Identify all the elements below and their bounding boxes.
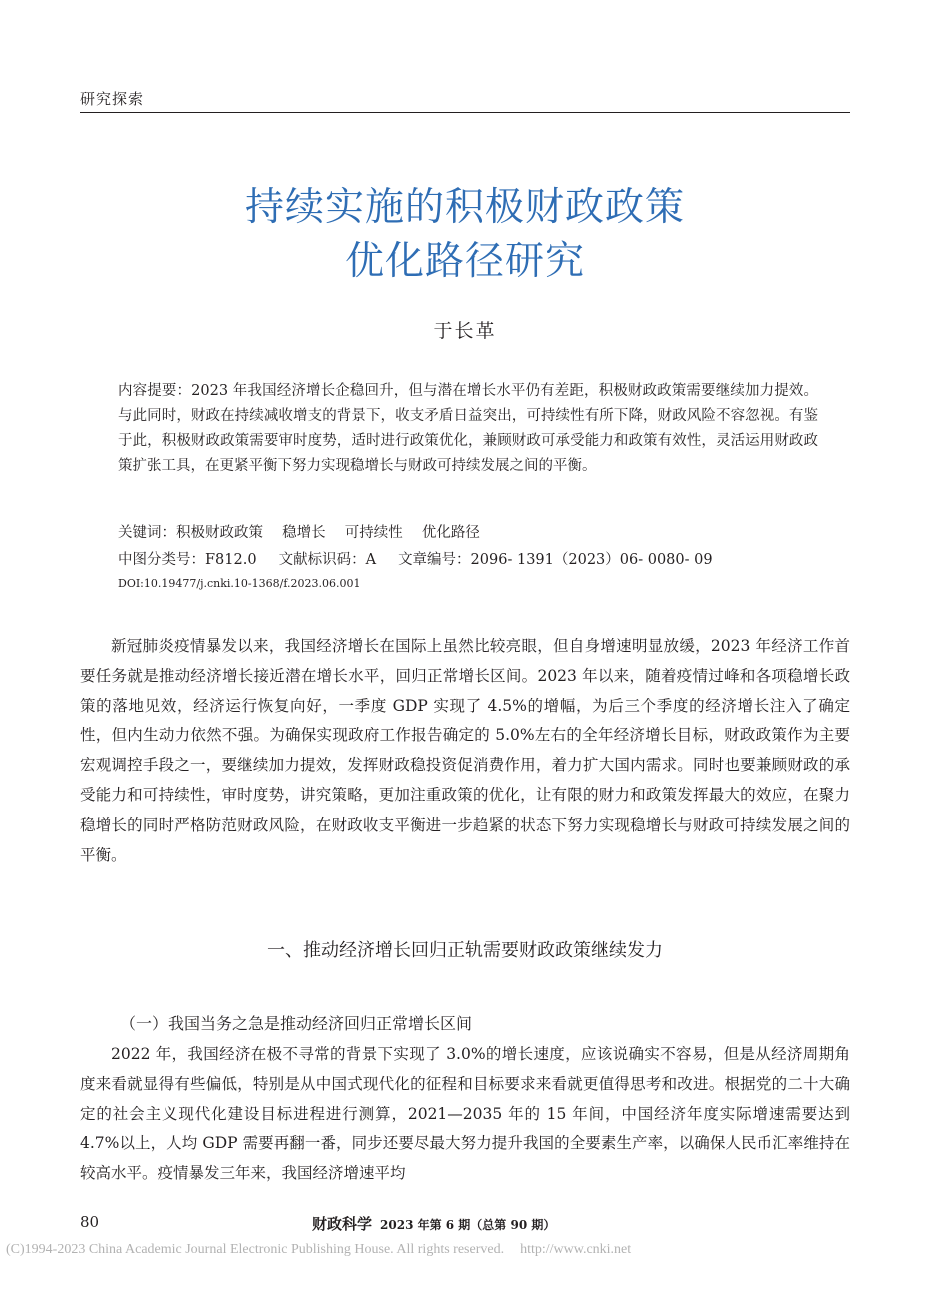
copyright-url: http://www.cnki.net (520, 1242, 632, 1257)
subsection-heading: （一）我国当务之急是推动经济回归正常增长区间 (120, 1014, 473, 1033)
document-code: 文献标识码：A (278, 552, 377, 568)
header-rule (80, 112, 850, 113)
journal-info (312, 1213, 555, 1234)
author-name: 于长革 (433, 320, 497, 342)
intro-paragraph: 新冠肺炎疫情暴发以来，我国经济增长在国际上虽然比较亮眼，但自身增速明显放缓，2023 年经济工作首要任务就是推动经济增长接近潜在增长水平，回归正常增长区间。2023 年以来，随着疫情过峰和各项稳增长政策的落地见效，经济运行恢复向好，一季度 GDP 实现了 4.5%的增幅，为后三个季度的经济增长注入了确定性，但内生动力依然不强。为确保实现政府工作报告确定的 5.0%左右的全年经济增长目标，财政政策作为主要宏观调控手段之一，要继续加力提效，发挥财政稳投资促消费作用，着力扩大国内需求。同时也要兼顾财政的承受能力和可持续性，审时度势，讲究策略，更加注重政策的优化，让有限的财力和政策发挥最大的效应，在聚力稳增长的同时严格防范财政风险，在财政收支平衡进一步趋紧的状态下努力实现稳增长与财政可持续发展之间的平衡。 (80, 637, 850, 864)
journal-issue: 2023 年第 6 期（总第 90 期） (380, 1218, 556, 1232)
section-heading: 一、推动经济增长回归正轨需要财政政策继续发力 (267, 940, 663, 961)
journal-name: 财政科学 (312, 1215, 373, 1233)
copyright-text: (C)1994-2023 China Academic Journal Electronic Publishing House. All rights reserved. (6, 1242, 505, 1257)
classification-line (118, 548, 818, 573)
copyright-watermark (6, 1242, 631, 1258)
column-label: 研究探索 (80, 90, 145, 108)
clc-number: 中图分类号：F812.0 (118, 552, 257, 568)
body-paragraph: 2022 年，我国经济在极不寻常的背景下实现了 3.0%的增长速度，应该说确实不容易，但是从经济周期角度来看就显得有些偏低，特别是从中国式现代化的征程和目标要求来看就更值得思考和改进。根据党的二十大确定的社会主义现代化建设目标进程进行测算，2021—2035 年的 15 年间，中国经济年度实际增速需要达到 4.7%以上，人均 GDP 需要再翻一番，同步还要尽最大努力提升我国的全要素生产率，以确保人民币汇率维持在较高水平。疫情暴发三年来，我国经济增速平均 (80, 1045, 850, 1183)
page-number: 80 (80, 1213, 100, 1231)
article-title-line-1: 持续实施的积极财政政策 (244, 185, 685, 230)
keywords: 关键词：积极财政政策 稳增长 可持续性 优化路径 (118, 525, 480, 541)
article-number: 文章编号：2096- 1391（2023）06- 0080- 09 (398, 552, 713, 568)
abstract: 内容提要：2023 年我国经济增长企稳回升，但与潜在增长水平仍有差距，积极财政政策需要继续加力提效。与此同时，财政在持续减收增支的背景下，收支矛盾日益突出，可持续性有所下降，财政风险不容忽视。有鉴于此，积极财政政策需要审时度势，适时进行政策优化，兼顾财政可承受能力和政策有效性，灵活运用财政政策扩张工具，在更紧平衡下努力实现稳增长与财政可持续发展之间的平衡。 (118, 383, 818, 474)
doi: DOI:10.19477/j.cnki.10-1368/f.2023.06.001 (118, 577, 361, 590)
article-title-line-2: 优化路径研究 (344, 239, 585, 284)
